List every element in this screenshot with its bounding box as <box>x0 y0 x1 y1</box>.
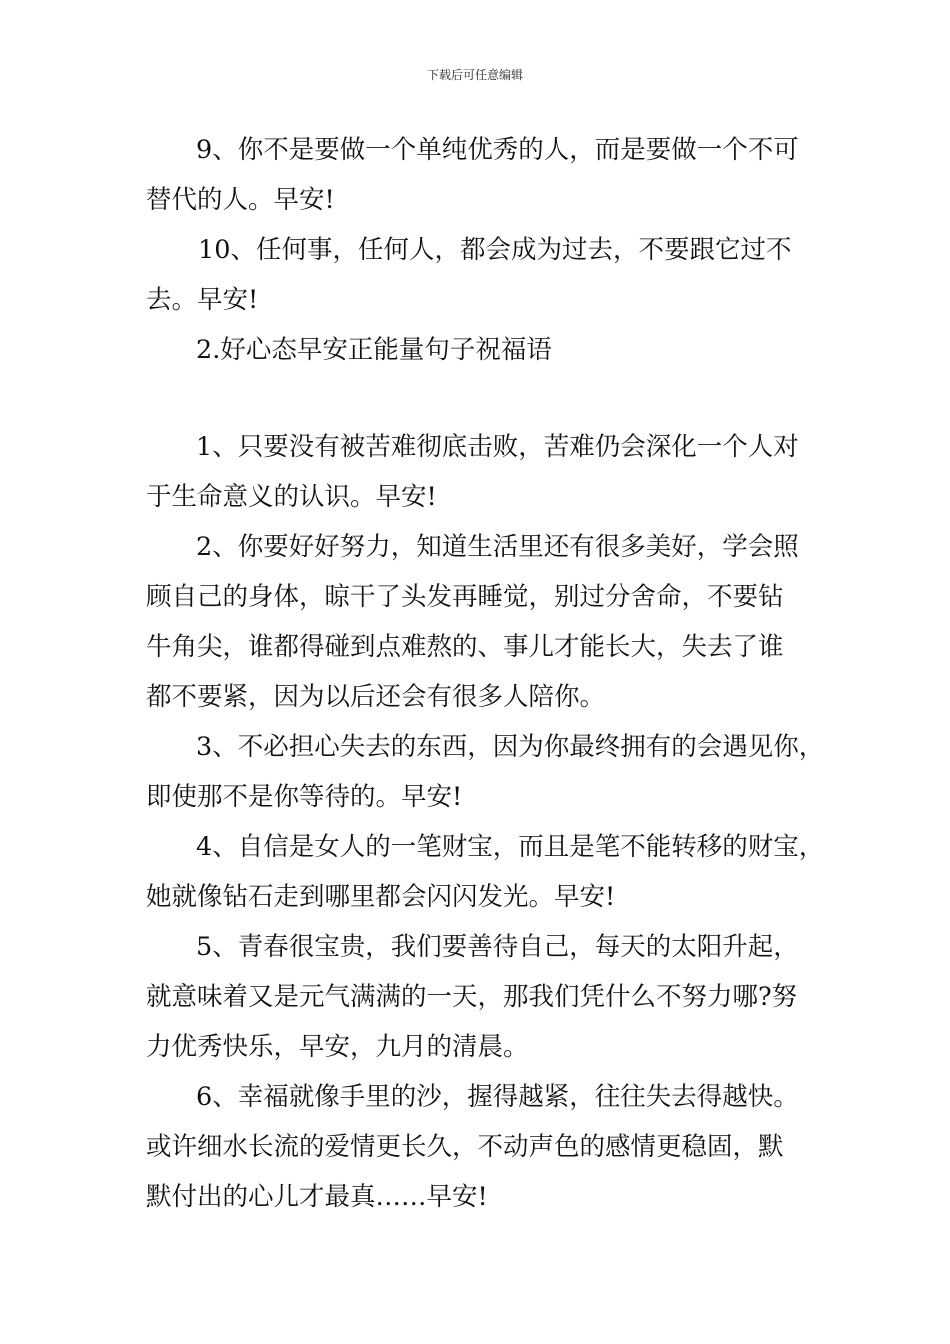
page-header: 下载后可任意编辑 <box>426 68 523 82</box>
text-line: 即使那不是你等待的。早安! <box>146 782 463 812</box>
section-heading: 2.好心态早安正能量句子祝福语 <box>196 335 552 365</box>
text-line: 顾自己的身体，晾干了头发再睡觉，别过分舍命，不要钻 <box>146 582 784 612</box>
text-line: 9、你不是要做一个单纯优秀的人，而是要做一个不可 <box>196 135 799 165</box>
text-line: 牛角尖，谁都得碰到点难熬的、事儿才能长大，失去了谁 <box>146 632 784 662</box>
text-line: 就意味着又是元气满满的一天，那我们凭什么不努力哪?努 <box>146 982 798 1012</box>
text-line: 于生命意义的认识。早安! <box>146 482 437 512</box>
text-line: 她就像钻石走到哪里都会闪闪发光。早安! <box>146 882 616 912</box>
text-line: 6、幸福就像手里的沙，握得越紧，往往失去得越快。 <box>196 1082 799 1112</box>
text-line: 替代的人。早安! <box>146 185 335 215</box>
text-line: 默付出的心儿才最真……早安! <box>146 1182 488 1212</box>
text-line: 去。早安! <box>146 285 259 315</box>
text-line: 力优秀快乐，早安，九月的清晨。 <box>146 1032 529 1062</box>
text-line: 5、青春很宝贵，我们要善待自己，每天的太阳升起， <box>196 932 799 962</box>
text-line: 都不要紧，因为以后还会有很多人陪你。 <box>146 682 606 712</box>
text-line: 2、你要好好努力，知道生活里还有很多美好，学会照 <box>196 532 799 562</box>
text-line: 10、任何事，任何人，都会成为过去，不要跟它过不 <box>198 235 792 265</box>
text-line: 1、只要没有被苦难彻底击败，苦难仍会深化一个人对 <box>196 432 799 462</box>
text-line: 或许细水长流的爱情更长久，不动声色的感情更稳固，默 <box>146 1132 784 1162</box>
text-line: 3、不必担心失去的东西，因为你最终拥有的会遇见你， <box>196 732 825 762</box>
text-line: 4、自信是女人的一笔财宝，而且是笔不能转移的财宝， <box>196 832 825 862</box>
